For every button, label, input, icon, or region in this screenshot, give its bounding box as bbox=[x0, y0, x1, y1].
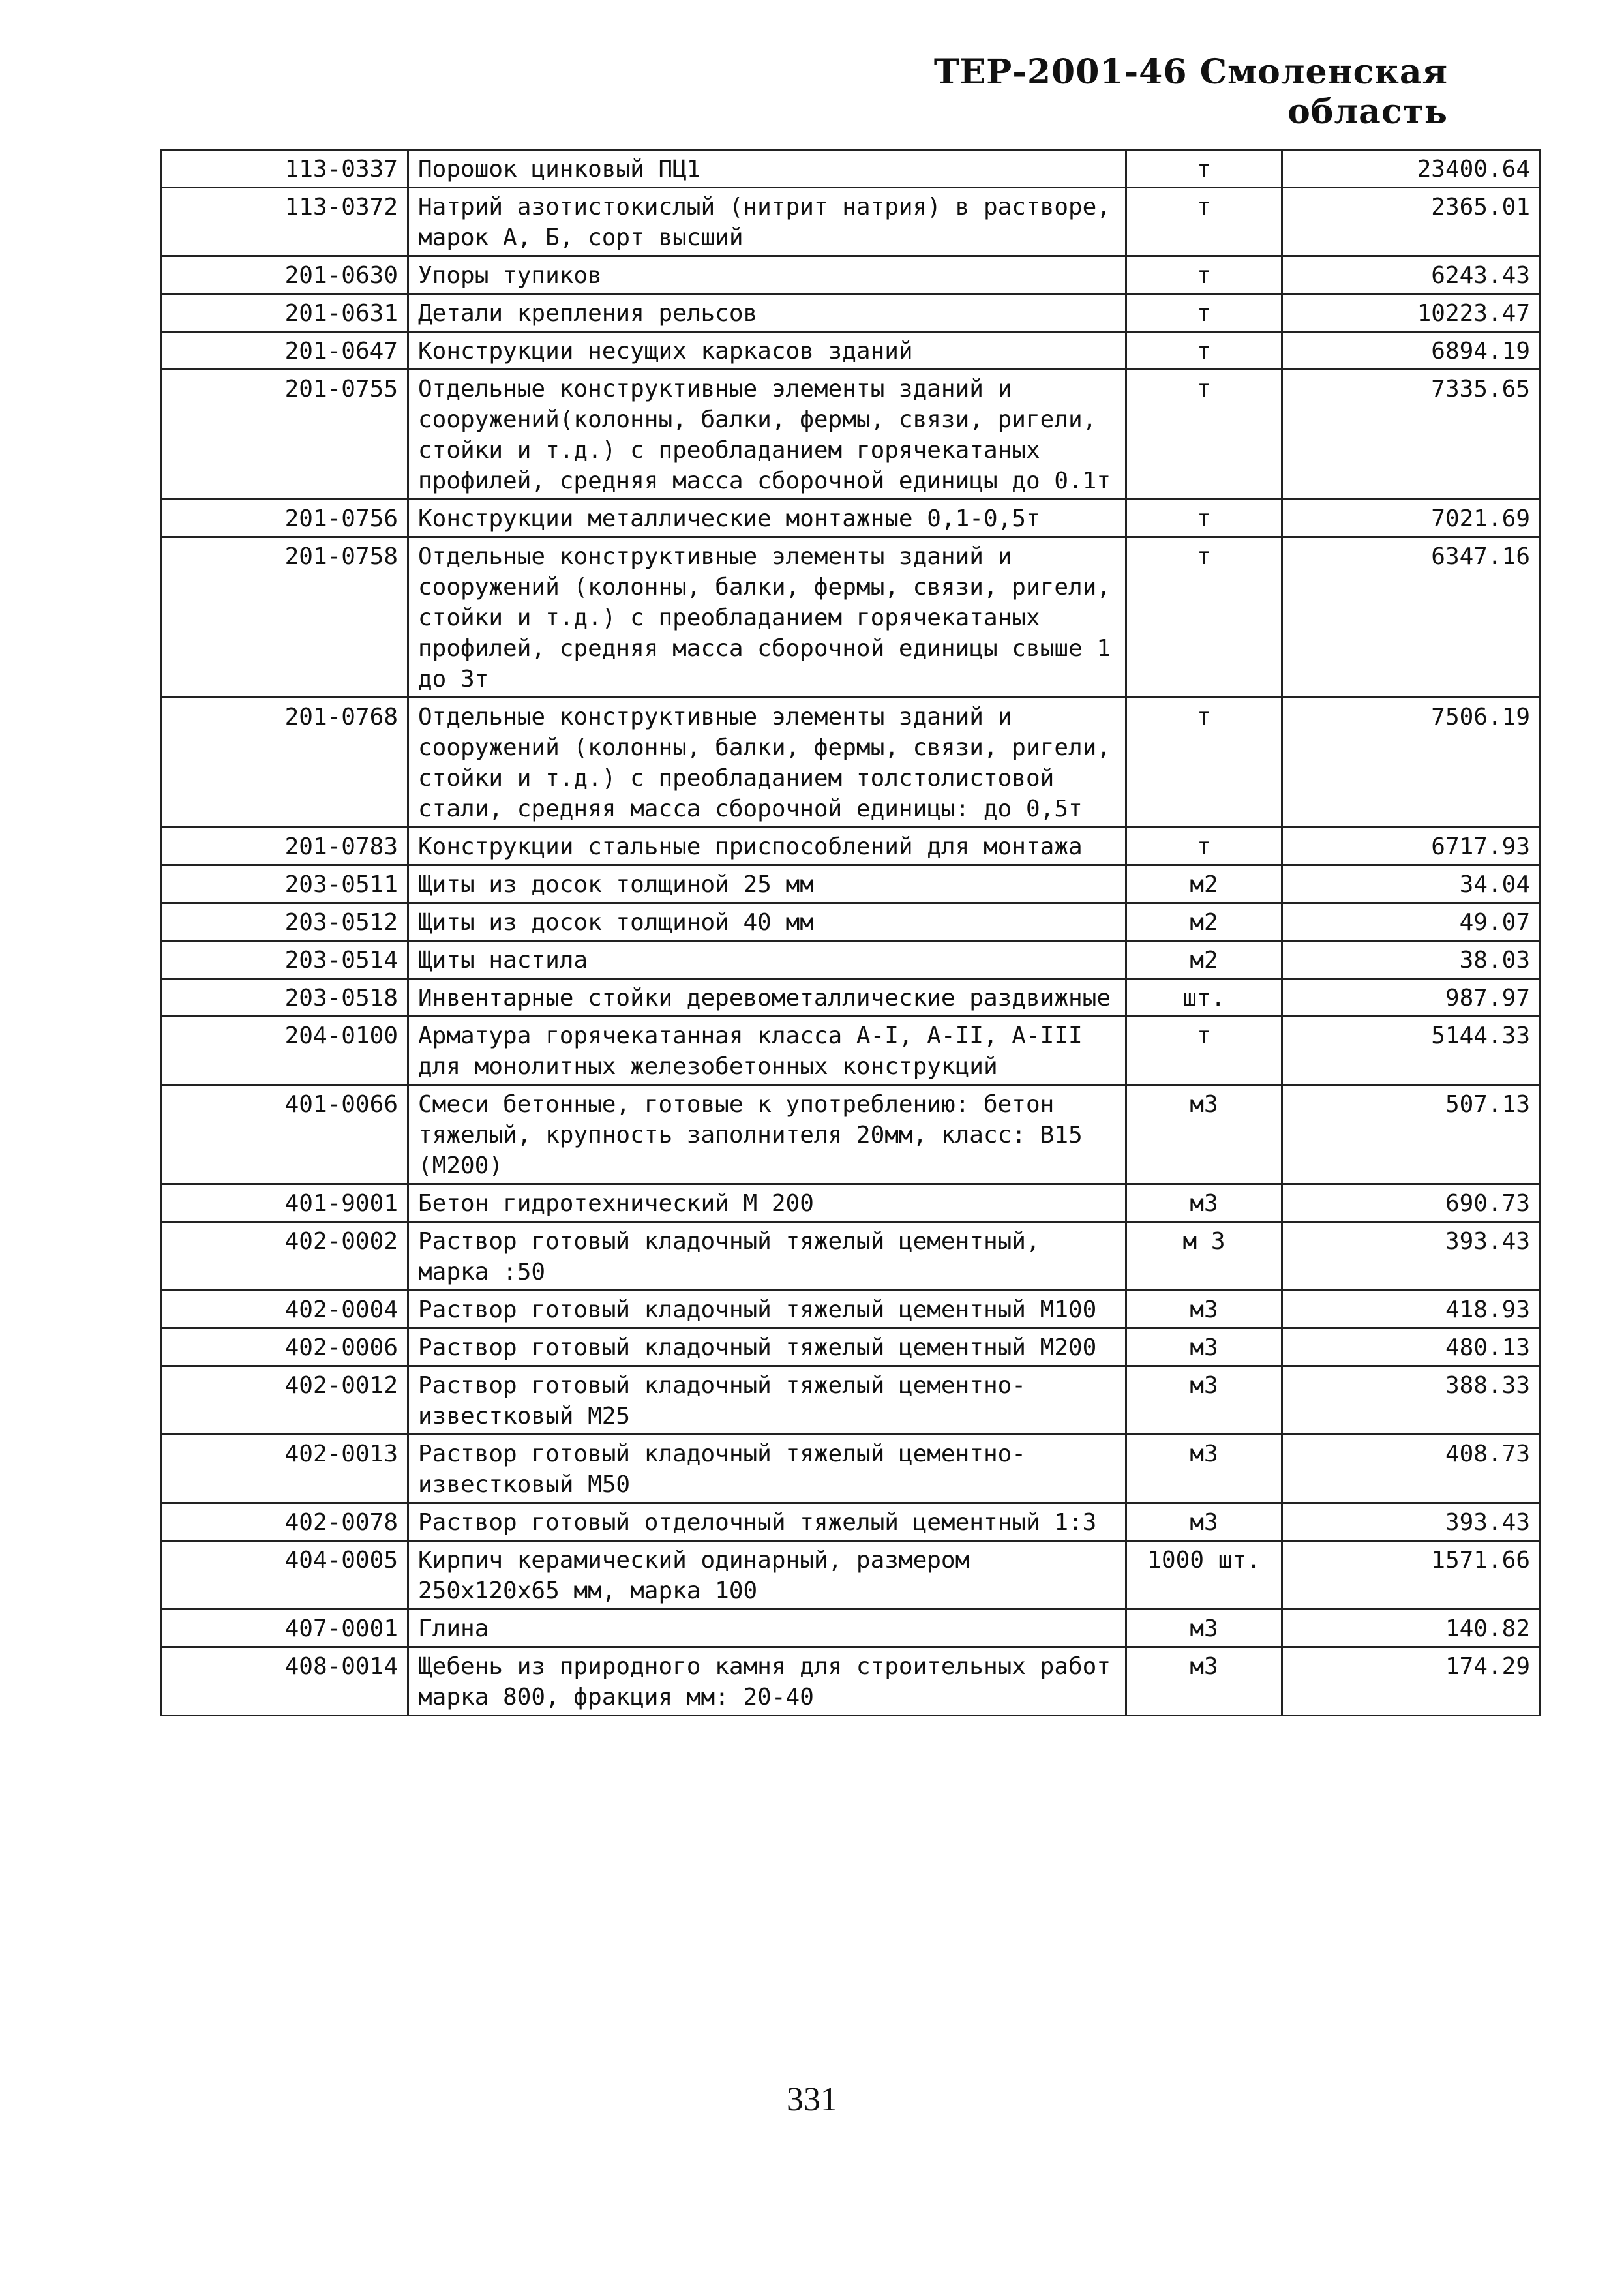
price-cell: 6243.43 bbox=[1282, 256, 1541, 294]
price-cell: 174.29 bbox=[1282, 1647, 1541, 1716]
unit-cell: м2 bbox=[1126, 865, 1282, 903]
material-name-cell: Арматура горячекатанная класса А-I, А-II, А-III для монолитных железобетонных конструкций bbox=[408, 1017, 1126, 1085]
table-row bbox=[162, 150, 1541, 188]
table-row bbox=[162, 1222, 1541, 1291]
unit-cell: м3 bbox=[1126, 1503, 1282, 1541]
material-code-cell: 203-0514 bbox=[162, 941, 408, 979]
price-cell: 388.33 bbox=[1282, 1366, 1541, 1435]
material-code-cell: 204-0100 bbox=[162, 1017, 408, 1085]
material-code-cell: 407-0001 bbox=[162, 1610, 408, 1647]
unit-cell: м3 bbox=[1126, 1610, 1282, 1647]
unit-cell: т bbox=[1126, 537, 1282, 698]
material-name-cell: Щиты из досок толщиной 25 мм bbox=[408, 865, 1126, 903]
price-cell: 393.43 bbox=[1282, 1503, 1541, 1541]
material-code-cell: 401-0066 bbox=[162, 1085, 408, 1184]
unit-cell: т bbox=[1126, 150, 1282, 188]
price-cell: 507.13 bbox=[1282, 1085, 1541, 1184]
unit-cell: т bbox=[1126, 332, 1282, 370]
table-row bbox=[162, 500, 1541, 537]
table-row bbox=[162, 903, 1541, 941]
material-code-cell: 201-0755 bbox=[162, 370, 408, 500]
material-code-cell: 402-0012 bbox=[162, 1366, 408, 1435]
price-cell: 49.07 bbox=[1282, 903, 1541, 941]
table-row bbox=[162, 1291, 1541, 1328]
unit-cell: т bbox=[1126, 370, 1282, 500]
material-code-cell: 203-0511 bbox=[162, 865, 408, 903]
material-code-cell: 201-0631 bbox=[162, 294, 408, 332]
price-cell: 6717.93 bbox=[1282, 828, 1541, 865]
price-cell: 23400.64 bbox=[1282, 150, 1541, 188]
material-code-cell: 404-0005 bbox=[162, 1541, 408, 1610]
price-cell: 6347.16 bbox=[1282, 537, 1541, 698]
material-name-cell: Детали крепления рельсов bbox=[408, 294, 1126, 332]
table-row bbox=[162, 1017, 1541, 1085]
material-code-cell: 201-0647 bbox=[162, 332, 408, 370]
unit-cell: 1000 шт. bbox=[1126, 1541, 1282, 1610]
unit-cell: м2 bbox=[1126, 903, 1282, 941]
material-code-cell: 201-0768 bbox=[162, 698, 408, 828]
material-code-cell: 402-0013 bbox=[162, 1435, 408, 1503]
material-name-cell: Отдельные конструктивные элементы зданий и сооружений (колонны, балки, фермы, связи, ригели, стойки и т.д.) с преобладанием толстолистовой стали, средняя масса сборочной единицы: до 0,5т bbox=[408, 698, 1126, 828]
table-row bbox=[162, 1328, 1541, 1366]
price-cell: 7335.65 bbox=[1282, 370, 1541, 500]
table-row bbox=[162, 1085, 1541, 1184]
table-row bbox=[162, 979, 1541, 1017]
material-name-cell: Упоры тупиков bbox=[408, 256, 1126, 294]
material-code-cell: 203-0518 bbox=[162, 979, 408, 1017]
material-code-cell: 401-9001 bbox=[162, 1184, 408, 1222]
material-name-cell: Инвентарные стойки деревометаллические раздвижные bbox=[408, 979, 1126, 1017]
material-name-cell: Конструкции стальные приспособлений для монтажа bbox=[408, 828, 1126, 865]
table-row bbox=[162, 865, 1541, 903]
table-row bbox=[162, 332, 1541, 370]
unit-cell: м3 bbox=[1126, 1328, 1282, 1366]
material-code-cell: 201-0758 bbox=[162, 537, 408, 698]
table-row bbox=[162, 1503, 1541, 1541]
unit-cell: т bbox=[1126, 294, 1282, 332]
material-code-cell: 201-0756 bbox=[162, 500, 408, 537]
price-cell: 7021.69 bbox=[1282, 500, 1541, 537]
material-code-cell: 113-0337 bbox=[162, 150, 408, 188]
material-name-cell: Щиты настила bbox=[408, 941, 1126, 979]
table-row bbox=[162, 1610, 1541, 1647]
material-code-cell: 201-0783 bbox=[162, 828, 408, 865]
price-cell: 5144.33 bbox=[1282, 1017, 1541, 1085]
material-name-cell: Раствор готовый кладочный тяжелый цементно-известковый М25 bbox=[408, 1366, 1126, 1435]
price-cell: 2365.01 bbox=[1282, 188, 1541, 256]
table-row bbox=[162, 1184, 1541, 1222]
table-row bbox=[162, 941, 1541, 979]
table-body bbox=[162, 150, 1541, 1716]
material-name-cell: Конструкции несущих каркасов зданий bbox=[408, 332, 1126, 370]
price-cell: 393.43 bbox=[1282, 1222, 1541, 1291]
unit-cell: м 3 bbox=[1126, 1222, 1282, 1291]
price-cell: 480.13 bbox=[1282, 1328, 1541, 1366]
table-row bbox=[162, 537, 1541, 698]
table-row bbox=[162, 1435, 1541, 1503]
table-row bbox=[162, 698, 1541, 828]
price-cell: 690.73 bbox=[1282, 1184, 1541, 1222]
material-name-cell: Конструкции металлические монтажные 0,1-0,5т bbox=[408, 500, 1126, 537]
unit-cell: т bbox=[1126, 256, 1282, 294]
material-name-cell: Раствор готовый кладочный тяжелый цементно-известковый М50 bbox=[408, 1435, 1126, 1503]
unit-cell: т bbox=[1126, 1017, 1282, 1085]
material-code-cell: 402-0002 bbox=[162, 1222, 408, 1291]
unit-cell: м2 bbox=[1126, 941, 1282, 979]
material-name-cell: Щиты из досок толщиной 40 мм bbox=[408, 903, 1126, 941]
price-cell: 987.97 bbox=[1282, 979, 1541, 1017]
price-cell: 34.04 bbox=[1282, 865, 1541, 903]
price-cell: 1571.66 bbox=[1282, 1541, 1541, 1610]
material-name-cell: Раствор готовый кладочный тяжелый цементный, марка :50 bbox=[408, 1222, 1126, 1291]
material-code-cell: 203-0512 bbox=[162, 903, 408, 941]
price-cell: 38.03 bbox=[1282, 941, 1541, 979]
table-row bbox=[162, 1541, 1541, 1610]
table-row bbox=[162, 370, 1541, 500]
material-name-cell: Раствор готовый кладочный тяжелый цементный М200 bbox=[408, 1328, 1126, 1366]
unit-cell: м3 bbox=[1126, 1085, 1282, 1184]
price-cell: 408.73 bbox=[1282, 1435, 1541, 1503]
price-cell: 418.93 bbox=[1282, 1291, 1541, 1328]
material-name-cell: Кирпич керамический одинарный, размером 250х120х65 мм, марка 100 bbox=[408, 1541, 1126, 1610]
material-name-cell: Щебень из природного камня для строительных работ марка 800, фракция мм: 20-40 bbox=[408, 1647, 1126, 1716]
material-name-cell: Раствор готовый отделочный тяжелый цементный 1:3 bbox=[408, 1503, 1126, 1541]
table-row bbox=[162, 1647, 1541, 1716]
unit-cell: т bbox=[1126, 188, 1282, 256]
table-row bbox=[162, 256, 1541, 294]
unit-cell: м3 bbox=[1126, 1647, 1282, 1716]
material-name-cell: Глина bbox=[408, 1610, 1126, 1647]
page-number: 331 bbox=[787, 2081, 837, 2118]
unit-cell: м3 bbox=[1126, 1184, 1282, 1222]
price-cell: 6894.19 bbox=[1282, 332, 1541, 370]
material-name-cell: Бетон гидротехнический М 200 bbox=[408, 1184, 1126, 1222]
material-code-cell: 402-0004 bbox=[162, 1291, 408, 1328]
price-table bbox=[160, 149, 1541, 1716]
material-name-cell: Отдельные конструктивные элементы зданий и сооружений(колонны, балки, фермы, связи, ригели, стойки и т.д.) с преобладанием горячекатаных профилей, средняя масса сборочной единицы до 0.1т bbox=[408, 370, 1126, 500]
page-title: ТЕР-2001-46 Смоленская область bbox=[933, 52, 1448, 132]
material-name-cell: Порошок цинковый ПЦ1 bbox=[408, 150, 1126, 188]
material-name-cell: Натрий азотистокислый (нитрит натрия) в растворе, марок А, Б, сорт высший bbox=[408, 188, 1126, 256]
unit-cell: шт. bbox=[1126, 979, 1282, 1017]
unit-cell: м3 bbox=[1126, 1366, 1282, 1435]
unit-cell: м3 bbox=[1126, 1435, 1282, 1503]
material-code-cell: 402-0078 bbox=[162, 1503, 408, 1541]
material-code-cell: 408-0014 bbox=[162, 1647, 408, 1716]
unit-cell: т bbox=[1126, 828, 1282, 865]
price-cell: 7506.19 bbox=[1282, 698, 1541, 828]
table-row bbox=[162, 188, 1541, 256]
unit-cell: т bbox=[1126, 698, 1282, 828]
table-row bbox=[162, 1366, 1541, 1435]
table-row bbox=[162, 294, 1541, 332]
material-code-cell: 402-0006 bbox=[162, 1328, 408, 1366]
material-name-cell: Смеси бетонные, готовые к употреблению: бетон тяжелый, крупность заполнителя 20мм, класс: В15 (М200) bbox=[408, 1085, 1126, 1184]
table-row bbox=[162, 828, 1541, 865]
unit-cell: т bbox=[1126, 500, 1282, 537]
unit-cell: м3 bbox=[1126, 1291, 1282, 1328]
material-code-cell: 201-0630 bbox=[162, 256, 408, 294]
price-cell: 140.82 bbox=[1282, 1610, 1541, 1647]
material-name-cell: Отдельные конструктивные элементы зданий и сооружений (колонны, балки, фермы, связи, ригели, стойки и т.д.) с преобладанием горячекатаных профилей, средняя масса сборочной единицы свыше 1 до 3т bbox=[408, 537, 1126, 698]
material-name-cell: Раствор готовый кладочный тяжелый цементный М100 bbox=[408, 1291, 1126, 1328]
price-cell: 10223.47 bbox=[1282, 294, 1541, 332]
material-code-cell: 113-0372 bbox=[162, 188, 408, 256]
